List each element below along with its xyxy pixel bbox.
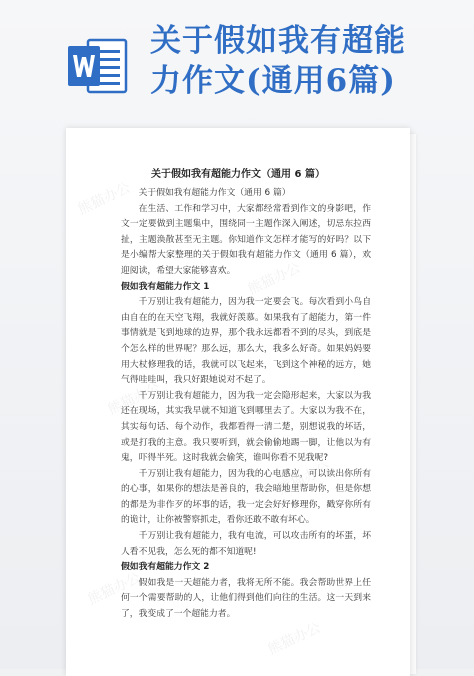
paragraph: 在生活、工作和学习中，大家都经常看到作文的身影吧，作文一定要做到主题集中，围绕同一主题作深入阐述，切忌东拉西扯，主题涣散甚至无主题。你知道作文怎样才能写的好吗？以下是小编帮大家整理的关于假如我有超能力作文（通用 6 篇），欢迎阅读，希望大家能够喜欢。 [121,203,371,276]
header [0,0,474,120]
paragraph: 千万别让我有超能力，因为我一定会隐形起来，大家以为我还在现场，其实我早就不知道飞到哪里去了。大家以为我不在，其实每句话、每个动作，我都看得一清二楚，别想说我的坏话，或是打我的主意。我只要听到，就会偷偷地踢一脚，让他以为有鬼，吓得半死。这时我就会偷笑，谁叫你看不见我呢? [121,390,371,464]
paragraph: 千万别让我有超能力，我有电流，可以攻击所有的坏蛋，坏人看不见我，怎么死的都不知道呢! [121,531,371,557]
document-page [66,128,410,676]
document-body [121,186,371,623]
page-title-line-2: 力作文(通用6篇) [150,63,396,99]
watermark: 熊猫办公 [275,459,334,498]
paragraph: 关于假如我有超能力作文（通用 6 篇） [138,188,291,198]
paragraph: 千万别让我有超能力，因为我一定要会飞。每次看到小鸟自由自在的在天空飞翔，我就好羡慕。如果我有了超能力，第一件事情就是飞到地球的边界，那个我永远都看不到的尽头，到底是个怎么样的世界呢？那么远，那么大，我多么好奇。如果妈妈要用大杖修理我的话，我就可以飞起来，飞到这个神秘的远方，她气得哇哇叫，我只好跟她说对不起了。 [121,297,371,386]
watermark: 熊猫办公 [245,259,304,298]
watermark: 熊猫办公 [85,569,144,608]
word-document-icon [66,34,130,98]
watermark: 熊猫办公 [265,619,324,658]
page-title-line-1: 关于假如我有超能 [150,23,406,59]
section-heading: 假如我有超能力作文 1 [121,281,210,292]
watermark: 熊猫办公 [75,179,134,218]
paragraph: 千万别让我有超能力，因为我的心电感应，可以读出你所有的心事，如果你的想法是善良的，我会暗地里帮助你，但是你想的都是为非作歹的坏事的话，我一定会好好修理你，戳穿你所有的诡计，让你被警察抓走，看你还敢不敢有坏心。 [121,468,371,526]
watermark: 熊猫办公 [105,379,164,418]
paragraph: 假如我是一天超能力者，我将无所不能。我会帮助世界上任何一个需要帮助的人，让他们得到他们向往的生活。这一天到来了，我变成了一个超能力者。 [121,577,371,620]
section-heading: 假如我有超能力作文 2 [121,562,210,573]
document-title: 关于假如我有超能力作文（通用 6 篇） [151,169,325,180]
